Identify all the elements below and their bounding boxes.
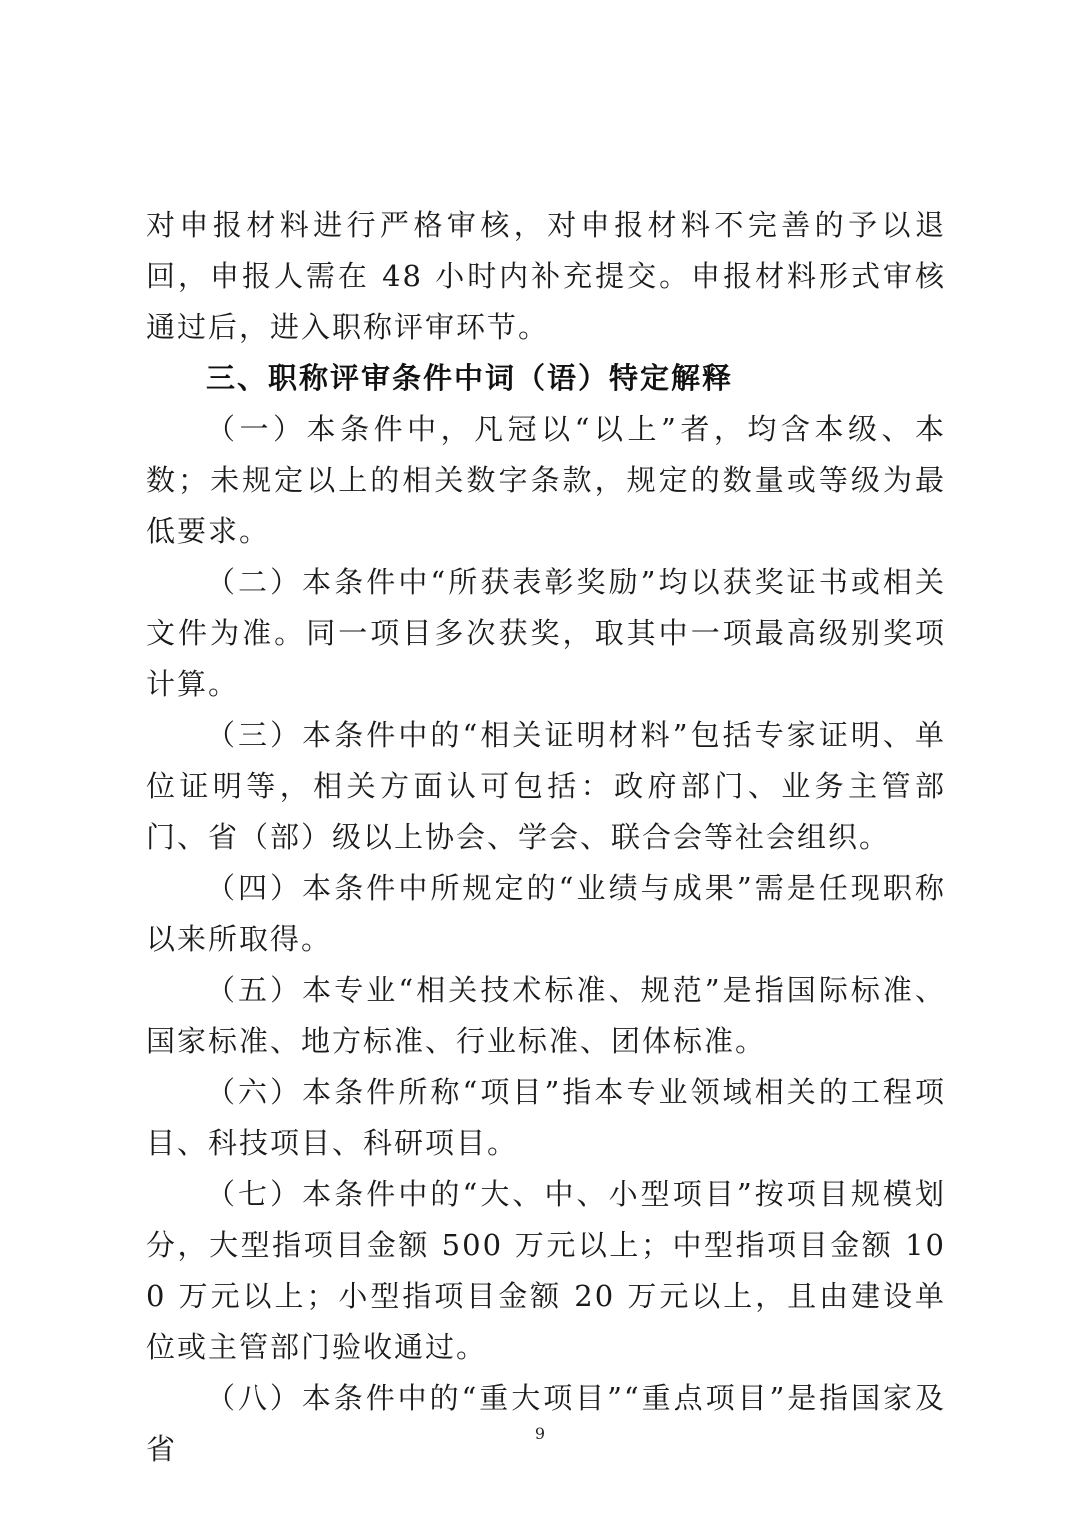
paragraph-item-7: （七）本条件中的“大、中、小型项目”按项目规模划分，大型指项目金额 500 万元以上；中型指项目金额 100 万元以上；小型指项目金额 20 万元以上，且由建设单位或主管部门验收通过。 — [146, 1177, 946, 1364]
document-body — [146, 200, 946, 1475]
paragraph-item-6: （六）本条件所称“项目”指本专业领域相关的工程项目、科技项目、科研项目。 — [146, 1075, 946, 1160]
paragraph-continuation: 对申报材料进行严格审核，对申报材料不完善的予以退回，申报人需在 48 小时内补充提交。申报材料形式审核通过后，进入职称评审环节。 — [146, 208, 946, 344]
paragraph-item-5: （五）本专业“相关技术标准、规范”是指国际标准、国家标准、地方标准、行业标准、团体标准。 — [146, 973, 946, 1058]
paragraph-item-1: （一）本条件中，凡冠以“以上”者，均含本级、本数；未规定以上的相关数字条款，规定的数量或等级为最低要求。 — [146, 412, 946, 548]
paragraph-item-2: （二）本条件中“所获表彰奖励”均以获奖证书或相关文件为准。同一项目多次获奖，取其中一项最高级别奖项计算。 — [146, 565, 946, 701]
paragraph-item-4: （四）本条件中所规定的“业绩与成果”需是任现职称以来所取得。 — [146, 871, 946, 956]
paragraph-item-8: （八）本条件中的“重大项目”“重点项目”是指国家及省 — [146, 1381, 946, 1466]
paragraph-item-3: （三）本条件中的“相关证明材料”包括专家证明、单位证明等，相关方面认可包括：政府部门、业务主管部门、省（部）级以上协会、学会、联合会等社会组织。 — [146, 718, 946, 854]
page-number: 9 — [534, 1424, 546, 1443]
section-heading: 三、职称评审条件中词（语）特定解释 — [206, 361, 734, 395]
